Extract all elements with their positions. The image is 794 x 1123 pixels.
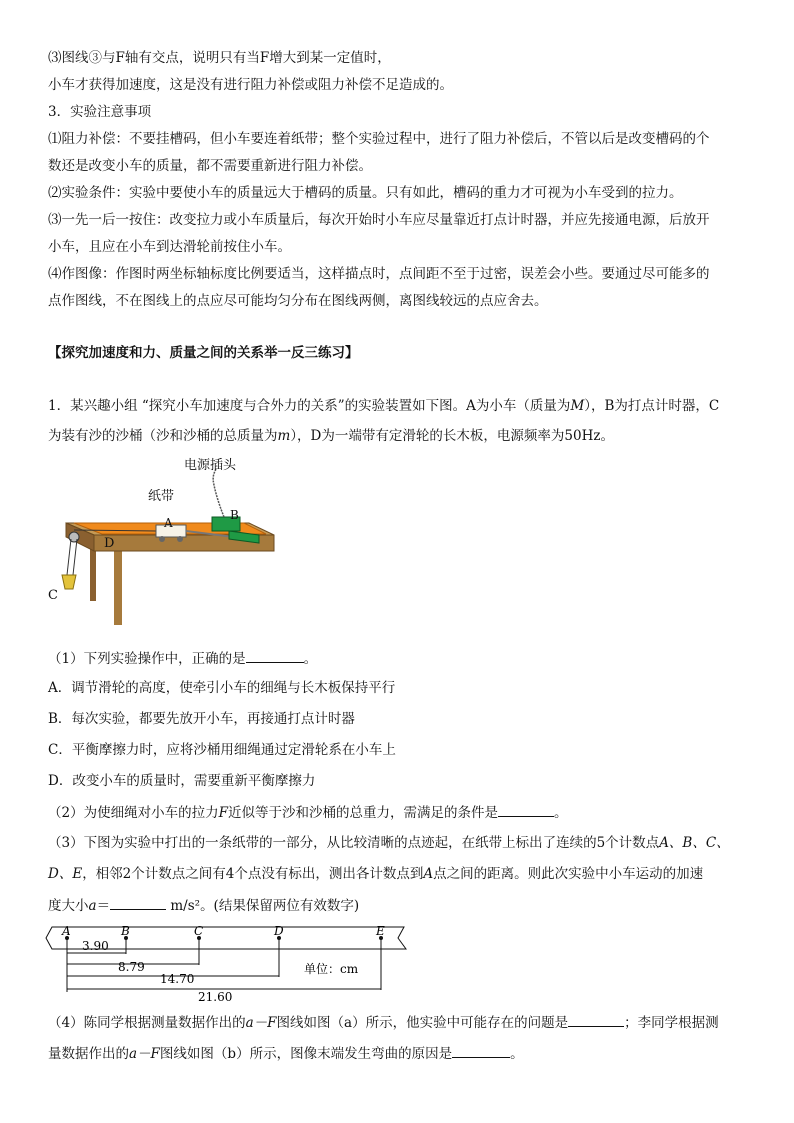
q1-sub1-text: （1）下列实验操作中，正确的是 bbox=[48, 651, 246, 667]
label-B: B bbox=[230, 508, 239, 522]
label-D: D bbox=[104, 536, 115, 551]
tape-label-a: A bbox=[62, 924, 71, 938]
q1-sub3-text-c: 点之间的距离。则此次实验中小车运动的加速 bbox=[433, 866, 704, 882]
tape-unit: 单位：cm bbox=[304, 962, 359, 976]
q1-sub3-line1 bbox=[48, 833, 730, 853]
string bbox=[73, 539, 77, 575]
cart-wheel bbox=[177, 536, 183, 542]
note4-line2: 点作图线，不在图线上的点应尽可能均匀分布在图线两侧，离图线较远的点应舍去。 bbox=[48, 293, 548, 309]
q1-sub3-points2: D、E bbox=[48, 866, 83, 882]
p3-line1: ⑶图线③与F轴有交点，说明只有当F增大到某一定值时， bbox=[48, 50, 391, 66]
label-tape: 纸带 bbox=[148, 489, 175, 504]
option-a: A．调节滑轮的高度，使牵引小车的细绳与长木板保持平行 bbox=[48, 680, 396, 696]
p3-line2: 小车才获得加速度，这是没有进行阻力补偿或阻力补偿不足造成的。 bbox=[48, 77, 453, 93]
q1-sub3-text-e: 。(结果保留两位有效数字) bbox=[200, 898, 360, 914]
power-cord bbox=[213, 469, 224, 517]
tape-label-d: D bbox=[274, 924, 284, 938]
tape-label-c: C bbox=[194, 924, 204, 938]
q1-sub3-eq: ＝ bbox=[96, 898, 111, 914]
q1-sub4-text-b: 图线如图（a）所示，他实验中可能存在的问题是 bbox=[276, 1015, 569, 1031]
label-C: C bbox=[48, 588, 58, 603]
table-leg bbox=[114, 545, 122, 625]
q1-intro-line2 bbox=[48, 426, 614, 446]
dist-ae: 21.60 bbox=[198, 990, 233, 1002]
heading-notes: 3．实验注意事项 bbox=[48, 104, 152, 120]
q1-sub4-text-d: 量数据作出的 bbox=[48, 1046, 129, 1062]
dist-ad: 14.70 bbox=[160, 972, 195, 986]
q1-sub3-line2 bbox=[48, 864, 703, 884]
q1-sub2-text-a: （2）为使细绳对小车的拉力 bbox=[48, 805, 219, 821]
q1-intro-M: M bbox=[570, 398, 585, 414]
q1-sub4-text-a: （4）陈同学根据测量数据作出的 bbox=[48, 1015, 246, 1031]
cart-wheel bbox=[159, 536, 165, 542]
note1-line2: 数还是改变小车的质量，都不需要重新进行阻力补偿。 bbox=[48, 158, 372, 174]
q1-sub3-A: A bbox=[423, 866, 434, 882]
answer-blank-3[interactable] bbox=[110, 895, 166, 910]
note1-line1: ⑴阻力补偿：不要挂槽码，但小车要连着纸带；整个实验过程中，进行了阻力补偿后，不管以后是改变槽码的个 bbox=[48, 131, 710, 147]
q1-sub2-text-b: 近似等于沙和沙桶的总重力，需满足的条件是 bbox=[227, 805, 498, 821]
section-title: 【探究加速度和力、质量之间的关系举一反三练习】 bbox=[48, 345, 359, 361]
q1-sub1-end: 。 bbox=[303, 651, 318, 667]
q1-sub3-points: A、B、C、 bbox=[659, 835, 730, 851]
label-power: 电源插头 bbox=[184, 458, 237, 473]
q1-intro-line1 bbox=[48, 396, 719, 416]
option-b: B．每次实验，都要先放开小车，再接通打点计时器 bbox=[48, 711, 355, 727]
note2: ⑵实验条件：实验中要使小车的质量远大于槽码的质量。只有如此，槽码的重力才可视为小车受到的拉力。 bbox=[48, 185, 683, 201]
dist-ac: 8.79 bbox=[118, 960, 145, 974]
option-d: D．改变小车的质量时，需要重新平衡摩擦力 bbox=[48, 773, 316, 789]
q1-sub4-end: 。 bbox=[510, 1046, 524, 1062]
q1-sub2 bbox=[48, 802, 567, 823]
label-A: A bbox=[164, 516, 173, 530]
q1-intro-text-a: 1．某兴趣小组 “探究小车加速度与合外力的关系”的实验装置如下图。A为小车（质量为 bbox=[48, 398, 571, 414]
answer-blank-5[interactable] bbox=[452, 1043, 510, 1058]
q1-intro2-text-b: ），D为一端带有定滑轮的长木板，电源频率为50Hz。 bbox=[290, 428, 614, 444]
q1-sub3-unit: m/s² bbox=[170, 898, 201, 914]
string bbox=[67, 539, 71, 575]
tape-diagram bbox=[44, 922, 414, 1002]
note3-line2: 小车，且应在小车到达滑轮前按住小车。 bbox=[48, 239, 291, 255]
q1-sub3-text-d: 度大小 bbox=[48, 898, 89, 914]
q1-sub4-line1 bbox=[48, 1012, 719, 1033]
sand-bucket bbox=[62, 575, 76, 589]
q1-sub3-line3 bbox=[48, 895, 359, 916]
q1-sub3-text-b: ，相邻2个计数点之间有4个点没有标出，测出各计数点到 bbox=[82, 866, 424, 882]
q1-sub1 bbox=[48, 648, 317, 669]
answer-blank-1[interactable] bbox=[246, 648, 304, 663]
dist-ab: 3.90 bbox=[82, 939, 109, 953]
q1-sub4-text-e: 图线如图（b）所示，图像末端发生弯曲的原因是 bbox=[159, 1046, 453, 1062]
q1-sub2-end: 。 bbox=[553, 805, 568, 821]
answer-blank-4[interactable] bbox=[568, 1012, 624, 1027]
tape-label-e: E bbox=[376, 924, 385, 938]
q1-sub4-text-c: ；李同学根据测 bbox=[624, 1015, 719, 1031]
q1-intro-m: m bbox=[277, 428, 291, 444]
q1-sub4-aF: a－F bbox=[245, 1015, 277, 1031]
q1-sub3-text-a: （3）下图为实验中打出的一条纸带的一部分，从比较清晰的点迹起，在纸带上标出了连续的5个计数点 bbox=[48, 835, 660, 851]
q1-intro-text-b: ），B为打点计时器，C bbox=[584, 398, 720, 414]
q1-sub4-aF-2: a－F bbox=[129, 1046, 160, 1062]
tape-label-b: B bbox=[121, 924, 130, 938]
q1-sub3-a: a bbox=[88, 898, 97, 914]
apparatus-diagram bbox=[44, 455, 284, 630]
q1-sub4-line2 bbox=[48, 1043, 524, 1064]
q1-sub2-F: F bbox=[218, 805, 228, 821]
note3-line1: ⑶一先一后一按住：改变拉力或小车质量后，每次开始时小车应尽量靠近打点计时器，并应先接通电源，后放开 bbox=[48, 212, 710, 228]
answer-blank-2[interactable] bbox=[498, 802, 554, 817]
note4-line1: ⑷作图像：作图时两坐标轴标度比例要适当，这样描点时，点间距不至于过密，误差会小些。要通过尽可能多的 bbox=[48, 266, 710, 282]
q1-intro2-text-a: 为装有沙的沙桶（沙和沙桶的总质量为 bbox=[48, 428, 278, 444]
option-c: C．平衡摩擦力时，应将沙桶用细绳通过定滑轮系在小车上 bbox=[48, 742, 396, 758]
